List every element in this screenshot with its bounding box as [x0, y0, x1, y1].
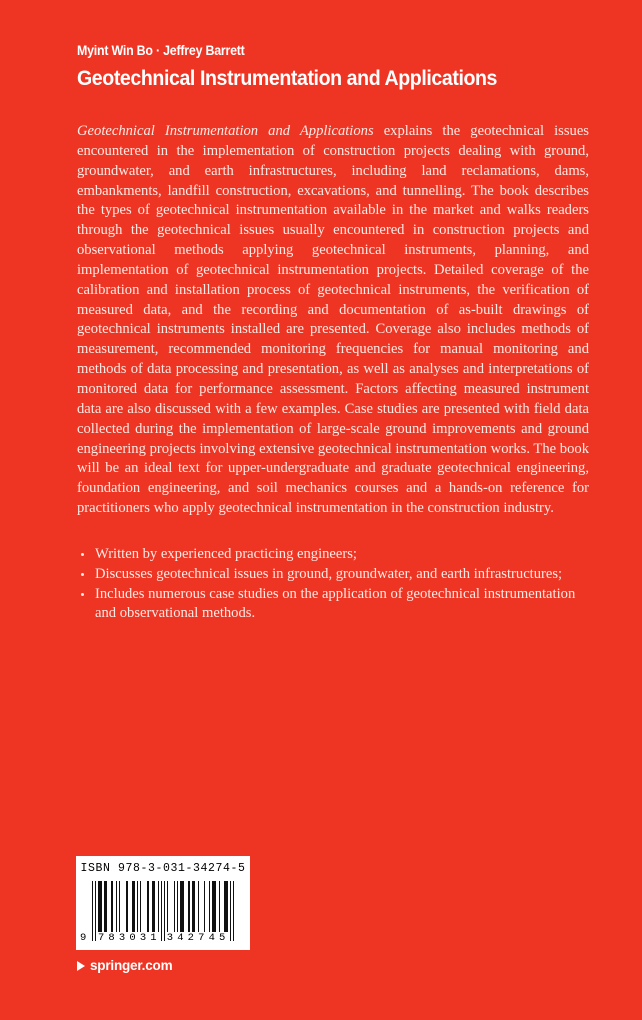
barcode-bar: [98, 881, 102, 932]
barcode-bar: [204, 881, 205, 932]
list-item-label: Written by experienced practicing engineers;: [95, 546, 357, 562]
barcode-bar: [224, 881, 228, 932]
barcode-bar: [152, 881, 155, 932]
barcode-bar: [119, 881, 120, 932]
barcode-bar: [116, 881, 117, 932]
feature-bullet-list: [77, 545, 589, 624]
bullet-dot-icon: [81, 573, 84, 576]
barcode-digit-group: 783031: [97, 932, 161, 944]
barcode-bar: [198, 881, 199, 932]
barcode-bars: [92, 881, 234, 934]
bullet-dot-icon: [81, 553, 84, 556]
barcode-bar: [188, 881, 191, 932]
authors-line: Myint Win Bo · Jeffrey Barrett: [77, 43, 245, 58]
springer-label: springer.com: [90, 958, 173, 973]
play-triangle-icon: [77, 961, 85, 971]
list-item-label: Discusses geotechnical issues in ground, groundwater, and earth infrastructures;: [95, 565, 563, 582]
isbn-label: ISBN 978-3-031-34274-5: [80, 862, 246, 875]
barcode-bar: [158, 881, 159, 932]
barcode-bar: [167, 881, 168, 932]
barcode-bar: [104, 881, 107, 932]
isbn-barcode-block: [76, 856, 250, 950]
blurb-paragraph: [77, 122, 589, 519]
list-item-label: Includes numerous case studies on the application of geotechnical instrumentation and observational methods.: [95, 585, 576, 621]
barcode-bar: [174, 881, 175, 932]
barcode-bar: [209, 881, 210, 932]
bullet-dot-icon: [81, 593, 84, 596]
barcode-bar: [147, 881, 148, 932]
barcode-bar: [140, 881, 141, 932]
barcode-bar: [126, 881, 127, 932]
list-item: [77, 585, 589, 624]
barcode-digit-group: 342745: [166, 932, 230, 944]
barcode-digit-group: 9: [80, 932, 87, 944]
list-item: [77, 545, 589, 564]
barcode-bar: [219, 881, 220, 932]
barcode-bar: [137, 881, 138, 932]
barcode-bar: [132, 881, 135, 932]
blurb-body-text: explains the geotechnical issues encountered in the implementation of construction projects dealing with ground, groundwater, and earth infrastructures, including land reclamations, dams, embankments, landfill construction, excavations, and tunnelling. The book describes the types of geotechnical instrumentation available in the market and walks readers through the geotechnical issues usually encountered in construction projects and observational methods applying geotechnical instruments, planning, and implementation of geotechnical instrumentation projects. Detailed coverage of the calibration and installation process of geotechnical instruments, the verification of measured data, and the recording and documentation of as-built drawings of geotechnical instruments installed are presented. Coverage also includes methods of measurement, recommended monitoring frequencies for manual monitoring and methods of data processing and presentation, as well as analyses and interpretations of monitored data for performance assessment. Factors affecting measured instrument data are also discussed with a few examples. Case studies are presented with field data collected during the implementation of large-scale ground improvements and ground engineering projects involving extensive geotechnical instrumentation works. The book will be an ideal text for upper-undergraduate and graduate geotechnical engineering, foundation engineering, and soil mechanics courses and a hands-on reference for practitioners who apply geotechnical instrumentation in the construction industry.: [77, 123, 589, 517]
list-item: [77, 565, 589, 584]
barcode-bar: [212, 881, 216, 932]
springer-link[interactable]: [77, 958, 172, 973]
barcode-bar: [111, 881, 112, 932]
book-title: Geotechnical Instrumentation and Applications: [77, 66, 498, 90]
barcode-bar: [177, 881, 178, 932]
barcode-bar: [180, 881, 184, 932]
barcode-digits: [82, 932, 244, 946]
blurb-italic-title: Geotechnical Instrumentation and Applications: [77, 123, 374, 139]
barcode-bar: [192, 881, 195, 932]
